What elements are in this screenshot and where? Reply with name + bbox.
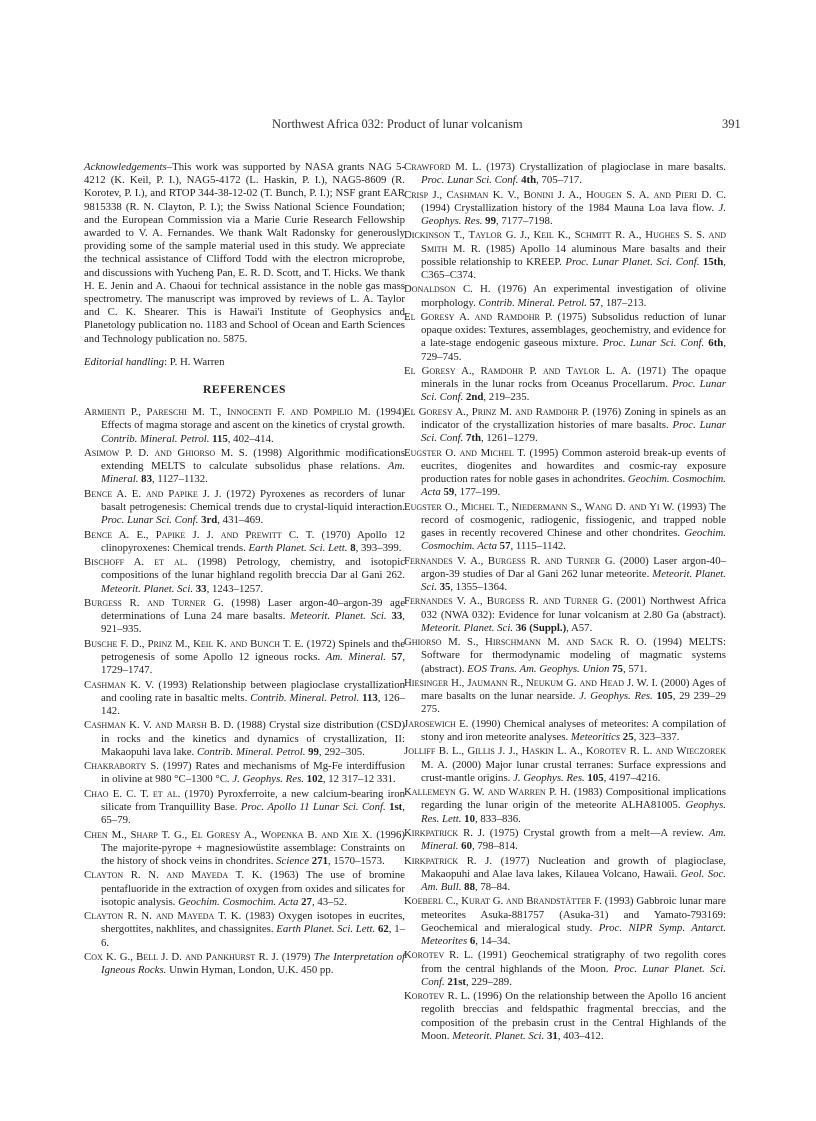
reference-pages: , 219–235. (483, 391, 530, 404)
reference-authors: Crawford M. L. (404, 161, 482, 173)
reference-title: Crystallization history of the 1984 Mauna Loa lava flow. (454, 201, 719, 214)
reference-volume: 27 (298, 895, 312, 908)
reference-journal: Meteoritics (570, 730, 621, 743)
reference-authors: Cashman K. V. and Marsh B. D. (84, 719, 234, 732)
reference-volume: 62 (375, 923, 389, 936)
reference-entry (84, 760, 405, 786)
reference-entry (404, 365, 726, 405)
reference-title: The record of cosmogenic, radiogenic, fissiogenic, and trapped noble gases in recently recovered Chinese and other chondrites. (421, 500, 726, 539)
reference-entry (404, 949, 726, 989)
reference-authors: Busche F. D., Prinz M., Keil K. and Bunch T. E. (84, 637, 304, 650)
reference-journal: J. Geophys. Res. (513, 771, 585, 784)
reference-journal: Proc. Lunar Sci. Conf. (421, 378, 726, 404)
reference-volume: 75 (609, 662, 623, 675)
reference-pages: , 187–213. (600, 296, 647, 309)
reference-entry (404, 229, 726, 282)
reference-title: Northwest Africa 032 (NWA 032): Evidence for lunar volcanism at 2.80 Ga (abstract). (421, 595, 727, 621)
reference-volume: 115 (209, 432, 228, 445)
reference-pages: , 29 239–29 275. (421, 690, 726, 716)
reference-year: (1983) (570, 786, 606, 799)
reference-title: Major lunar crustal terranes: Surface expressions and crust-mantle origins. (421, 758, 726, 784)
reference-title: Relationship between plagioclase crystallization and cooling rate in basaltic melts. (101, 678, 406, 704)
reference-title: Crystallization of plagioclase in mare basalts. (519, 161, 727, 173)
reference-entry (84, 951, 405, 977)
reference-pages: , 393–399. (355, 541, 402, 554)
reference-authors: Kallemeyn G. W. and Warren P. H. (404, 786, 571, 799)
reference-volume: 6th (704, 337, 724, 350)
reference-entry (84, 679, 405, 719)
reference-entry (404, 677, 726, 717)
reference-year: (1983) (241, 910, 279, 923)
reference-authors: Kirkpatrick R. J. (404, 826, 485, 839)
reference-title: Pyroxferroite, a new calcium-bearing iron silicate from Tranquillity Base. (101, 787, 405, 814)
reference-authors: Clayton R. N. and Mayeda T. K. (84, 869, 263, 882)
reference-title: Chemical analyses of meteorites: A compilation of stony and iron meteorite analyses. (421, 717, 726, 743)
reference-entry (404, 636, 726, 676)
reference-journal: The Interpretation of Igneous Rocks. (101, 951, 405, 977)
reference-pages: , 798–814. (471, 840, 518, 853)
reference-volume: 57 (385, 651, 403, 664)
reference-title: Pyroxenes as recorders of lunar basalt petrogenesis: Chemical trends due to crystal-liquid interaction. (101, 487, 405, 514)
reference-journal: Proc. Lunar Sci. Conf. (101, 514, 199, 527)
reference-year: (2000) (657, 676, 692, 689)
editorial-text: : P. H. Warren (164, 355, 225, 368)
reference-title: Laser argon-40–argon-39 age determinations of Luna 24 mare basalts. (101, 597, 405, 623)
reference-volume: 105 (584, 771, 604, 784)
reference-authors: Kirkpatrick R. J. (404, 854, 493, 867)
reference-pages: , A57. (566, 621, 593, 634)
reference-year: (1975) (552, 310, 592, 323)
reference-year: (1972) (221, 487, 261, 500)
editorial-handling (84, 356, 405, 369)
reference-pages: , 43–52. (311, 895, 348, 908)
reference-authors: Asimow P. D. and Ghiorso M. S. (84, 447, 248, 460)
reference-entry (84, 556, 405, 596)
reference-entry (404, 990, 726, 1043)
reference-pages: , 1243–1257. (206, 582, 264, 595)
reference-pages: , 65–79. (101, 801, 405, 827)
reference-journal: J. Geophys. Res. (232, 773, 304, 786)
reference-year: (1971) (631, 364, 672, 377)
reference-authors: Ghiorso M. S., Hirschmann M. and Sack R. O. (404, 636, 647, 649)
reference-entry (404, 406, 726, 446)
reference-volume: 99 (305, 745, 319, 758)
reference-year: (1996) (469, 990, 506, 1003)
reference-title: The opaque minerals in the lunar rocks from Oceanus Procellarum. (421, 364, 726, 391)
reference-authors: Dickinson T., Taylor G. J., Keil K., Schmitt R. A., Hughes S. S. and Smith M. R. (404, 229, 726, 255)
reference-journal: Proc. Apollo 11 Lunar Sci. Conf. (240, 801, 386, 814)
reference-authors: Koeberl C., Kurat G. and Brandstätter F. (404, 895, 602, 908)
reference-volume: 6 (467, 934, 476, 947)
reference-journal: Geochim. Cosmochim. Acta (178, 895, 299, 908)
reference-volume: 57 (586, 296, 601, 309)
reference-pages: , 177–199. (454, 486, 501, 499)
reference-volume: 113 (359, 691, 378, 704)
reference-authors: El Goresy A., Prinz M. and Ramdohr P. (404, 405, 590, 418)
reference-year: (1994) (646, 636, 689, 649)
reference-entry (404, 827, 726, 853)
reference-year: (1995) (525, 446, 562, 459)
references-list-left (84, 406, 405, 977)
reference-journal: Contrib. Mineral. Petrol. (196, 745, 306, 758)
reference-volume: 8 (347, 541, 356, 554)
reference-pages: , 1355–1364. (450, 580, 508, 593)
reference-entry (404, 447, 726, 500)
reference-year: (2000) (615, 554, 654, 567)
reference-volume: 7th (463, 432, 481, 445)
reference-year: (1991) (473, 949, 512, 962)
reference-year: (1994) (421, 201, 455, 214)
reference-volume: 4th (518, 174, 537, 187)
reference-pages: , 431–469. (217, 514, 264, 527)
references-list-right (404, 161, 726, 1043)
reference-entry (84, 529, 405, 555)
references-heading: REFERENCES (203, 383, 286, 397)
reference-year: (1985) (480, 242, 520, 255)
reference-entry (404, 786, 726, 826)
reference-volume: 271 (309, 855, 328, 868)
reference-volume: 25 (620, 730, 634, 743)
reference-year: (1990) (468, 717, 504, 730)
reference-journal: EOS Trans. Am. Geophys. Union (467, 662, 610, 675)
reference-entry (404, 311, 726, 364)
reference-entry (404, 855, 726, 895)
reference-volume: 99 (482, 215, 496, 227)
reference-pages: , 4197–4216. (603, 771, 661, 784)
reference-year: (1975) (484, 826, 524, 839)
reference-entry (84, 788, 405, 828)
reference-title: An experimental investigation of olivine morphology. (421, 283, 727, 309)
reference-year: (1993) (154, 678, 192, 691)
reference-title: Common asteroid break-up events of eucrites, diogenites and howardites and cosmic-ray exposure production rates for noble gases in achondrites. (421, 446, 726, 485)
reference-entry (84, 488, 405, 528)
reference-authors: Jarosewich E. (404, 717, 469, 730)
reference-pages: , 921–935. (101, 610, 405, 636)
reference-volume: 105 (652, 690, 673, 703)
reference-pages: , 292–305. (318, 745, 365, 758)
reference-journal: Meteorit. Planet. Sci. (421, 621, 514, 634)
reference-title: Rates and mechanisms of Mg-Fe interdiffusion in olivine at 980 °C–1300 °C. (101, 760, 405, 786)
reference-title: Effects of magma storage and ascent on the kinetics of crystal growth. (101, 419, 405, 432)
reference-title: Geochemical stratigraphy of two regolith cores from the central highlands of the Moon. (421, 949, 726, 975)
reference-pages: , 14–34. (475, 934, 511, 947)
reference-title: Algorithmic modifications extending MELTS to calculate subsolidus phase relations. (101, 447, 405, 473)
reference-entry (84, 638, 405, 678)
reference-title: Zoning in spinels as an indicator of the crystallization histories of mare basalts. (421, 405, 727, 431)
reference-volume: 10 (461, 812, 475, 825)
reference-volume: 36 (Suppl.) (513, 621, 567, 634)
reference-title: Oxygen isotopes in eucrites, shergottites, nakhlites, and chassignites. (101, 910, 406, 936)
reference-journal: Proc. Lunar Sci. Conf. (421, 418, 727, 445)
reference-year: (1993) (674, 500, 710, 513)
reference-volume: 83 (138, 473, 152, 486)
page-number: 391 (722, 117, 741, 131)
reference-title: Crystal growth from a melt—A review. (523, 826, 709, 839)
reference-pages: , 729–745. (421, 337, 727, 363)
reference-journal: Proc. NIPR Symp. Antarct. Meteorites (421, 921, 726, 947)
reference-entry (404, 189, 726, 229)
reference-title: Nucleation and growth of plagioclase, Makaopuhi and Alae lava lakes, Kilauea Volcano, Hawaii. (421, 854, 726, 880)
reference-entry (404, 718, 726, 744)
reference-authors: El Goresy A., Ramdohr P. and Taylor L. A. (404, 364, 632, 377)
reference-title: The majorite-pyrope + magnesiowüstite assemblage: Constraints on the history of shock veins in chondrites. (101, 841, 405, 868)
reference-pages: , 705–717. (536, 174, 582, 187)
reference-authors: Chakraborty S. (84, 760, 159, 773)
reference-journal: Am. Mineral. (325, 651, 386, 664)
acknowledgements-lead: Acknowledgements– (84, 161, 173, 173)
reference-authors: Burgess R. and Turner G. (84, 597, 224, 610)
reference-pages: , 126–142. (101, 691, 405, 718)
reference-title: Ages of mare basalts on the lunar nearside. (421, 676, 726, 703)
reference-authors: Korotev R. L. (404, 949, 474, 962)
reference-journal: Meteorit. Planet. Sci. (290, 610, 387, 623)
reference-volume: 3rd (198, 514, 218, 527)
reference-entry (84, 597, 405, 637)
reference-volume: 1st (385, 801, 403, 814)
reference-entry (404, 555, 726, 595)
reference-entry (84, 829, 405, 869)
reference-pages: , 12 317–12 331. (322, 773, 396, 786)
reference-authors: El Goresy A. and Ramdohr P. (404, 310, 553, 323)
reference-pages: , 7177–7198. (495, 215, 553, 227)
reference-entry (84, 719, 405, 759)
reference-authors: Cox K. G., Bell J. D. and Pankhurst R. J. (84, 951, 279, 963)
reference-pages: , 1–6. (101, 923, 405, 949)
reference-journal: Geochim. Cosmochim. Acta (421, 526, 726, 553)
reference-pages: , 571. (622, 662, 648, 675)
reference-journal: Geol. Soc. Am. Bull. (421, 867, 726, 893)
reference-volume: 102 (303, 773, 323, 786)
reference-authors: Crisp J., Cashman K. V., Bonini J. A., Hougen S. A. and Pieri D. C. (404, 188, 726, 201)
reference-year: (1963) (262, 869, 307, 882)
reference-pages: , 78–84. (474, 880, 511, 893)
reference-authors: Fernandes V. A., Burgess R. and Turner G. (404, 554, 616, 567)
reference-year: (1976) (589, 405, 625, 418)
reference-title: On the relationship between the Apollo 16 ancient regolith breccias and feldspathic fragmental breccias, and the composition of the prebasin crust in the Central Highlands of the Moon. (421, 990, 726, 1042)
reference-journal: J. Geophys. Res. (421, 201, 727, 227)
reference-authors: Bence A. E., Papike J. J. and Prewitt C. T. (84, 528, 315, 541)
reference-year: (1997) (158, 760, 196, 773)
reference-volume: 88 (461, 880, 475, 893)
reference-authors: Bischoff A. et al. (84, 556, 188, 569)
reference-volume: 59 (440, 486, 455, 499)
reference-volume: 31 (544, 1029, 558, 1042)
reference-year: (1994) (370, 406, 406, 419)
acknowledgements (84, 161, 405, 346)
reference-entry (404, 745, 726, 785)
reference-entry (404, 595, 726, 635)
reference-entry (84, 447, 405, 487)
reference-authors: Armienti P., Pareschi M. T., Innocenti F. and Pompilio M. (84, 406, 371, 419)
reference-entry (404, 501, 726, 554)
reference-year: (1996) (372, 828, 405, 841)
left-column (84, 161, 405, 979)
reference-volume: 2nd (463, 391, 484, 404)
reference-volume: 21st (444, 975, 466, 988)
reference-volume: 57 (496, 540, 511, 553)
reference-year: (1977) (492, 854, 538, 867)
reference-authors: Chao E. C. T. et al. (84, 787, 181, 800)
reference-journal: Earth Planet. Sci. Lett. (248, 541, 348, 554)
reference-year: (1972) (303, 637, 339, 650)
reference-journal: Earth Planet. Sci. Lett. (276, 923, 376, 936)
reference-pages: , 1570–1573. (328, 855, 385, 868)
right-column (404, 161, 726, 1044)
reference-year: (2000) (447, 758, 486, 771)
reference-authors: Clayton R. N. and Mayeda T. K. (84, 910, 242, 923)
reference-pages: , 1115–1142. (510, 540, 566, 553)
reference-pages: , 323–337. (633, 730, 680, 743)
reference-journal: Meteorit. Planet. Sci. (421, 567, 726, 593)
reference-volume: 15th (699, 255, 724, 268)
reference-journal: J. Geophys. Res. (579, 690, 653, 703)
reference-volume: 60 (458, 840, 472, 853)
reference-journal: Meteorit. Planet. Sci. (452, 1029, 545, 1042)
reference-journal: Contrib. Mineral. Petrol. (250, 691, 360, 704)
reference-entry (404, 283, 726, 309)
reference-authors: Korotev R. L. (404, 990, 470, 1003)
reference-title: Crystal size distribution (CSD) in rocks and the kinetics and dynamics of crystallization, II: Makaopuhi lava lake. (101, 719, 405, 758)
reference-entry (404, 161, 726, 187)
reference-authors: Chen M., Sharp T. G., El Goresy A., Wopenka B. and Xie X. (84, 828, 373, 841)
reference-pages: , 833–836. (474, 812, 521, 825)
reference-pages: , 1729–1747. (101, 651, 406, 677)
reference-authors: Jolliff B. L., Gillis J. J., Haskin L. A., Korotev R. L. and Wieczorek M. A. (404, 745, 726, 771)
reference-pages: , C365–C374. (421, 255, 726, 281)
reference-title: Apollo 12 clinopyroxenes: Chemical trends. (101, 528, 405, 554)
reference-journal: Meteorit. Planet. Sci. (101, 582, 194, 595)
reference-authors: Fernandes V. A., Burgess R. and Turner G. (404, 595, 613, 608)
reference-pages: , 1261–1279. (481, 432, 538, 445)
reference-journal: Am. Mineral. (421, 826, 727, 853)
reference-title: Compositional implications regarding the lunar origin of the meteorite ALHA81005. (421, 786, 726, 812)
reference-pages: , 403–412. (557, 1029, 604, 1042)
reference-pages: , 402–414. (227, 432, 274, 445)
reference-journal: Geophys. Res. Lett. (421, 799, 726, 825)
editorial-label: Editorial handling (84, 355, 165, 368)
reference-entry (404, 895, 726, 948)
reference-journal: Proc. Lunar Sci. Conf. (421, 174, 519, 187)
reference-volume: 35 (436, 580, 451, 593)
reference-journal: Proc. Lunar Planet. Sci. Conf. (565, 255, 700, 268)
reference-authors: Donaldson C. H. (404, 283, 491, 296)
reference-authors: Eugster O., Michel T., Niedermann S., Wang D. and Yi W. (404, 500, 675, 513)
reference-journal: Geochim. Cosmochim. Acta (421, 472, 726, 499)
reference-authors: Eugster O. and Michel T. (404, 446, 526, 459)
reference-volume: 33 (193, 582, 207, 595)
reference-pages: Unwin Hyman, London, U.K. 450 pp. (166, 964, 334, 977)
reference-authors: Hiesinger H., Jaumann R., Neukum G. and Head J. W. I. (404, 676, 658, 689)
reference-year: (1993) (601, 895, 637, 908)
reference-authors: Cashman K. V. (84, 678, 155, 691)
reference-year: (1988) (233, 719, 270, 732)
reference-year: (1998) (223, 597, 268, 610)
reference-year: (1970) (314, 528, 357, 541)
reference-title: Petrology, chemistry, and isotopic compositions of the lunar highland regolith breccia Dar al Gani 262. (101, 556, 405, 582)
reference-title: Gabbroic lunar mare meteorites Asuka-881757 (Asuka-31) and Yamato-793169: Geochemical and mieralogical study. (421, 895, 726, 934)
reference-title: MELTS: Software for thermodynamic modeling of magmatic systems (abstract). (421, 636, 727, 675)
reference-title: Subsolidus reduction of lunar opaque oxides: Textures, assemblages, geochemistry, and evidence for a late-stage endogenic gaseous mixture. (421, 310, 726, 350)
reference-journal: Proc. Lunar Sci. Conf. (602, 337, 705, 350)
reference-title: Spinels and the petrogenesis of some Apollo 12 igneous rocks. (101, 637, 405, 664)
running-title: Northwest Africa 032: Product of lunar volcanism (272, 117, 523, 131)
reference-journal: Science (276, 855, 310, 868)
reference-title: Apollo 14 aluminous Mare basalts and their possible relationship to KREEP. (421, 242, 726, 268)
reference-title: Laser argon-40–argon-39 studies of Dar al Gani 262 lunar meteorite. (421, 554, 726, 580)
reference-entry (84, 406, 405, 446)
reference-year: (2001) (612, 595, 650, 608)
reference-year: (1998) (187, 556, 237, 569)
reference-journal: Am. Mineral. (101, 460, 405, 486)
acknowledgements-text: This work was supported by NASA grants NAG 5-4212 (K. Keil, P. I.), NAG5-4172 (L. Haskin, P. I.), NAG5-8609 (R. Korotev, P. I.), and RTOP 344-38-12-02 (T. Bunch, P. I.); NSF grant EAR 9815338 (R. N. Clayton, P. I.); the Swiss National Science Foundation; and the European Commission via a Marie Curie Research Fellowship awarded to V. A. Fernandes. We thank Walt Radonsky for generously providing some of the sample material used in this study. We appreciate the technical assistance of Clifford Todd with the electron microprobe, and discussions with Yucheng Pan, E. R. D. Scott, and T. Hicks. We thank H. E. Jenin and A. Chaoui for technical assistance in the noble gas mass spectrometry. The manuscript was improved by reviews of L. A. Taylor and C. K. Shearer. This is Hawai'i Institute of Geophysics and Planetology publication no. 1183 and School of Ocean and Earth Sciences and Technology publication no. 5875. (84, 161, 405, 345)
reference-pages: , 229–289. (466, 975, 512, 988)
reference-authors: Bence A. E. and Papike J. J. (84, 487, 222, 500)
reference-year: (1973) (481, 161, 520, 173)
reference-journal: Contrib. Mineral. Petrol. (478, 296, 587, 309)
reference-title: The use of bromine pentafluoride in the extraction of oxygen from oxides and silicates for isotopic analysis. (101, 869, 405, 908)
reference-journal: Contrib. Mineral. Petrol. (101, 432, 210, 445)
reference-year: (1998) (247, 447, 288, 460)
reference-year: (1970) (180, 787, 218, 800)
reference-year: (1979) (278, 951, 314, 963)
reference-year: (1976) (490, 283, 534, 296)
reference-pages: , 1127–1132. (151, 473, 208, 486)
reference-journal: Proc. Lunar Planet. Sci. Conf. (421, 962, 727, 988)
reference-entry (84, 910, 405, 950)
reference-volume: 33 (386, 610, 403, 623)
reference-entry (84, 869, 405, 909)
